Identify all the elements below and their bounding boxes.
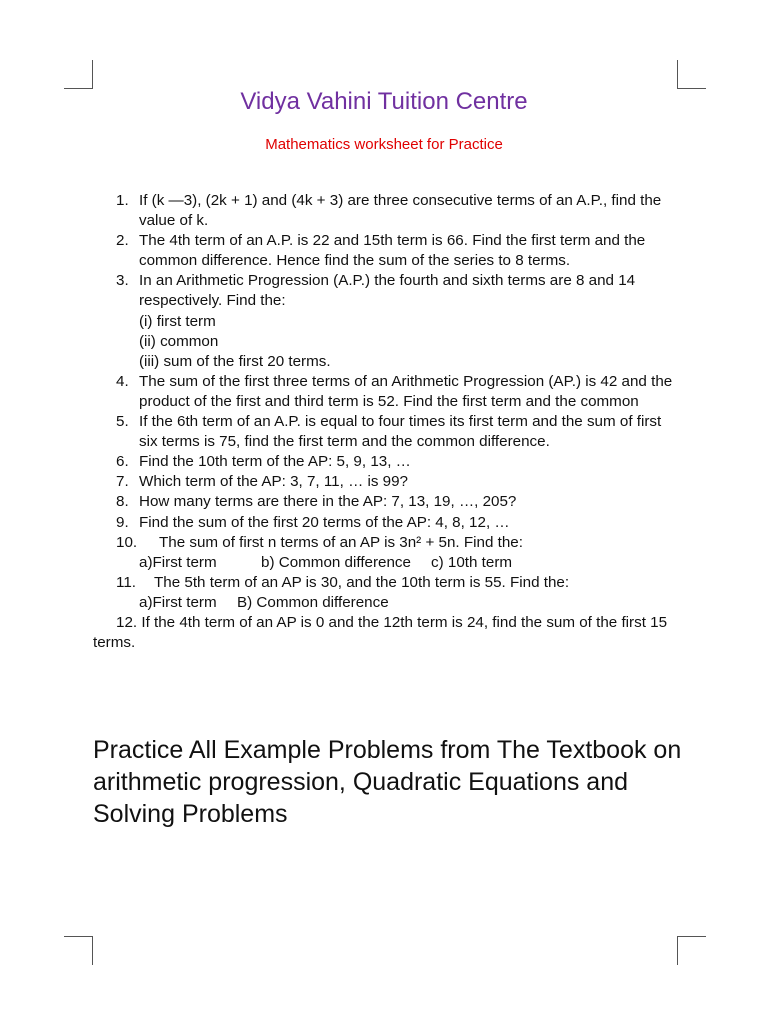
question-subpart: (iii) sum of the first 20 terms.	[139, 352, 331, 370]
question-text: In an Arithmetic Progression (A.P.) the fourth and sixth terms are 8 and 14 respectively. Find the:	[139, 272, 636, 310]
question-number: 4.	[116, 372, 129, 390]
question-number: 7.	[116, 473, 129, 491]
option-b: b) Common difference	[261, 553, 411, 571]
question-text-body: If the 4th term of an AP is 0 and the 12th term is 24, find the sum of the first 15 terms.	[93, 613, 668, 652]
question-text: How many terms are there in the AP: 7, 13, 19, …, 205?	[139, 493, 517, 511]
question-number: 12.	[116, 613, 138, 631]
question-text: The 5th term of an AP is 30, and the 10th term is 55. Find the:	[154, 573, 570, 591]
question-text: Which term of the AP: 3, 7, 11, … is 99?	[139, 473, 408, 491]
question-text: Find the sum of the first 20 terms of the AP: 4, 8, 12, …	[139, 513, 510, 531]
question-text: If the 6th term of an A.P. is equal to four times its first term and the sum of first six terms is 75, find the first term and the common difference.	[139, 413, 662, 451]
page-subtitle: Mathematics worksheet for Practice	[265, 136, 503, 153]
question-number: 5.	[116, 413, 129, 431]
question-item	[93, 573, 683, 613]
question-text: The sum of first n terms of an AP is 3n² + 5n. Find the:	[159, 533, 523, 551]
crop-mark-top-left	[64, 60, 93, 89]
question-text: The 4th term of an A.P. is 22 and 15th term is 66. Find the first term and the common difference. Hence find the sum of the series to 8 terms.	[139, 232, 646, 270]
crop-mark-top-right	[677, 60, 706, 89]
question-options	[139, 593, 683, 613]
question-number: 11.	[116, 573, 136, 591]
page-title: Vidya Vahini Tuition Centre	[240, 88, 528, 115]
question-item	[93, 513, 683, 533]
question-item	[93, 191, 683, 231]
question-text	[93, 613, 683, 653]
question-number: 8.	[116, 493, 129, 511]
question-options	[139, 553, 683, 573]
question-number: 3.	[116, 272, 129, 290]
question-item	[93, 492, 683, 512]
question-number: 9.	[116, 513, 129, 531]
question-text: If (k —3), (2k + 1) and (4k + 3) are three consecutive terms of an A.P., find the value of k.	[139, 192, 662, 230]
option-b: B) Common difference	[237, 593, 389, 611]
option-c: c) 10th term	[431, 553, 513, 571]
question-item	[93, 372, 683, 412]
crop-mark-bottom-right	[677, 936, 706, 965]
question-item	[93, 533, 683, 573]
question-number: 2.	[116, 232, 129, 250]
question-number: 1.	[116, 192, 129, 209]
closing-note: Practice All Example Problems from The Textbook on arithmetic progression, Quadratic Equations and Solving Problems	[93, 736, 682, 828]
question-subpart: (i) first term	[139, 312, 216, 330]
question-text: Find the 10th term of the AP: 5, 9, 13, …	[139, 453, 411, 471]
option-a: a)First term	[139, 553, 217, 571]
question-item	[93, 412, 683, 452]
question-item	[93, 472, 683, 492]
question-item	[93, 452, 683, 472]
option-a: a)First term	[139, 593, 217, 611]
crop-mark-bottom-left	[64, 936, 93, 965]
question-item	[93, 613, 683, 653]
question-number: 10.	[116, 533, 138, 551]
question-subpart: (ii) common	[139, 332, 219, 350]
question-text: The sum of the first three terms of an Arithmetic Progression (AP.) is 42 and the product of the first and third term is 52. Find the first term and the common	[139, 372, 673, 410]
question-item	[93, 271, 683, 371]
question-item	[93, 231, 683, 271]
question-list	[93, 191, 683, 653]
question-number: 6.	[116, 453, 129, 471]
